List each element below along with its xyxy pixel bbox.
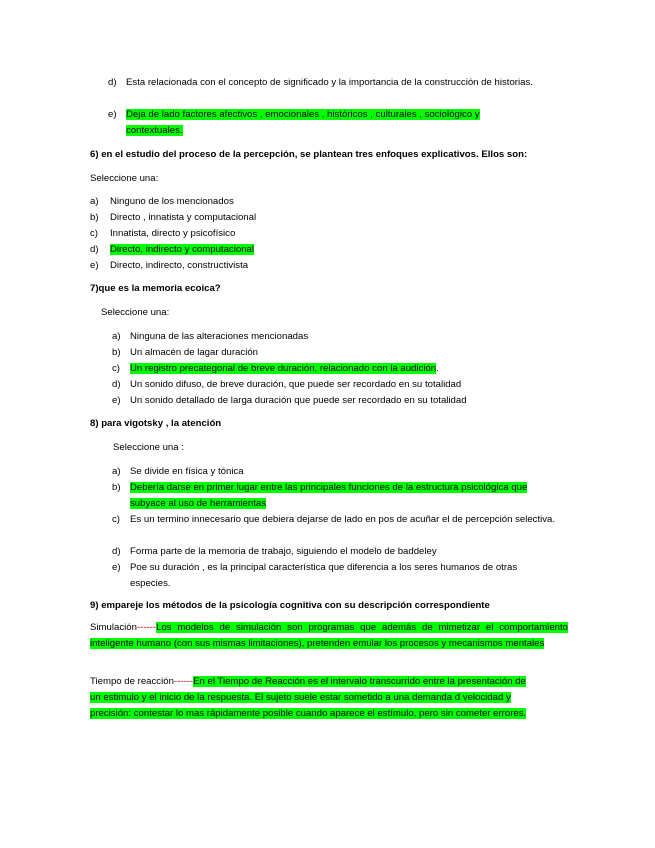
option-text-highlighted <box>126 107 526 139</box>
q7-option-e <box>112 393 467 409</box>
q7-option-b <box>112 345 258 361</box>
method-term: Simulación <box>90 622 137 633</box>
q6-option-e <box>90 258 248 274</box>
q7-prompt: Seleccione una: <box>101 307 170 318</box>
question-6: 6) en el estudio del proceso de la percepción, se plantean tres enfoques explicativos. Ellos son: <box>90 149 528 160</box>
q8-option-b <box>112 480 560 512</box>
option-key-label: d) <box>90 244 99 255</box>
option-key-label: a) <box>112 331 121 342</box>
option-text: Un sonido difuso, de breve duración, que puede ser recordado en su totalidad <box>130 379 462 390</box>
q6-prompt: Seleccione una: <box>90 173 159 184</box>
question-8: 8) para vigotsky , la atención <box>90 418 222 429</box>
option-key-label: c) <box>112 514 120 525</box>
q7-option-d <box>112 377 461 393</box>
option-key-label: b) <box>112 347 121 358</box>
option-text-highlighted <box>130 480 560 512</box>
option-key-label: a) <box>90 196 99 207</box>
option-text: Se divide en física y tónica <box>130 466 244 477</box>
option-key-label: e) <box>112 395 121 406</box>
option-text: Ninguno de los mencionados <box>110 196 234 207</box>
q8-option-a <box>112 464 244 480</box>
option-text: Un sonido detallado de larga duración que puede ser recordado en su totalidad <box>130 395 467 406</box>
q6-option-d <box>90 242 254 258</box>
q7-option-c <box>112 361 439 377</box>
q9-item-simulacion <box>90 620 568 652</box>
option-text: Innatista, directo y psicofísico <box>110 228 236 239</box>
option-key-label: d) <box>112 379 121 390</box>
option-key-label: d) <box>108 77 117 88</box>
answer-highlight: Un registro precategonal de breve duración, relacionado con la audición <box>130 363 437 374</box>
answer-highlight: Deja de lado factores afectivos , emocionales , históricos , culturales , sociológico y contextuales. <box>126 109 480 136</box>
q6-option-a <box>90 194 234 210</box>
option-key-label: c) <box>112 363 120 374</box>
option-text: Esta relacionada con el concepto de significado y la importancia de la construcción de historias. <box>126 77 533 88</box>
answer-highlight: Debería darse en primer lugar entre las principales funciones de la estructura psicológica que subyace al uso de herramientas <box>130 482 528 509</box>
question-9: 9) empareje los métodos de la psicología cognitiva con su descripción correspondiente <box>90 600 490 611</box>
option-key-label: a) <box>112 466 121 477</box>
q5-option-e <box>108 107 548 139</box>
option-key-label: b) <box>90 212 99 223</box>
method-definition: En el Tiempo de Reacción es el intervalo transcurrido entre la presentación de un estimulo y el inicio de la respuesta. El sujeto suele estar sometido a una demanda d velocidad y precisión: contestar lo mas rápidamente posible cuando aparece el estímulo, pero sin cometer errores. <box>90 676 527 719</box>
option-key-label: e) <box>112 562 121 573</box>
option-text-highlighted <box>110 242 254 258</box>
q8-option-d <box>112 544 437 560</box>
method-definition: Los modelos de simulación son programas que además de mimetizar el comportamiento inteligente humano (con sus mismas limitaciones), pretenden emular los procesos y mecanismos mentales <box>90 622 568 649</box>
method-term: Tiempo de reacción <box>90 676 174 687</box>
method-dashes: ------ <box>173 676 194 687</box>
q7-option-a <box>112 329 308 345</box>
option-trailing-period: . <box>436 363 439 374</box>
option-text: Poe su duración , es la principal característica que diferencia a los seres humanos de otras especies. <box>130 562 518 589</box>
option-text: Directo, indirecto, constructivista <box>110 260 249 271</box>
option-key-label: d) <box>112 546 121 557</box>
option-text: Forma parte de la memoria de trabajo, siguiendo el modelo de baddeley <box>130 546 437 557</box>
q5-option-d <box>108 75 548 91</box>
option-key-label: e) <box>90 260 99 271</box>
q6-option-b <box>90 210 256 226</box>
q8-option-e <box>112 560 560 592</box>
option-key-label: b) <box>112 482 121 493</box>
q9-item-tiempo-reaccion <box>90 674 538 722</box>
q8-prompt: Seleccione una : <box>113 442 184 453</box>
option-key-label: e) <box>108 109 117 120</box>
option-text: Un almacén de lagar duración <box>130 347 258 358</box>
option-text: Es un termino innecesario que debiera dejarse de lado en pos de acuñar el de percepción selectiva. <box>130 514 556 525</box>
option-text: Ninguna de las alteraciones mencionadas <box>130 331 309 342</box>
answer-highlight: Directo, indirecto y computacional <box>110 244 254 255</box>
method-dashes: ------ <box>136 622 157 633</box>
q6-option-c <box>90 226 235 242</box>
question-7: 7)que es la memoria ecoica? <box>90 283 221 294</box>
option-text-highlighted <box>130 361 439 377</box>
option-text: Directo , innatista y computacional <box>110 212 257 223</box>
option-key-label: c) <box>90 228 98 239</box>
q8-option-c <box>112 512 560 528</box>
